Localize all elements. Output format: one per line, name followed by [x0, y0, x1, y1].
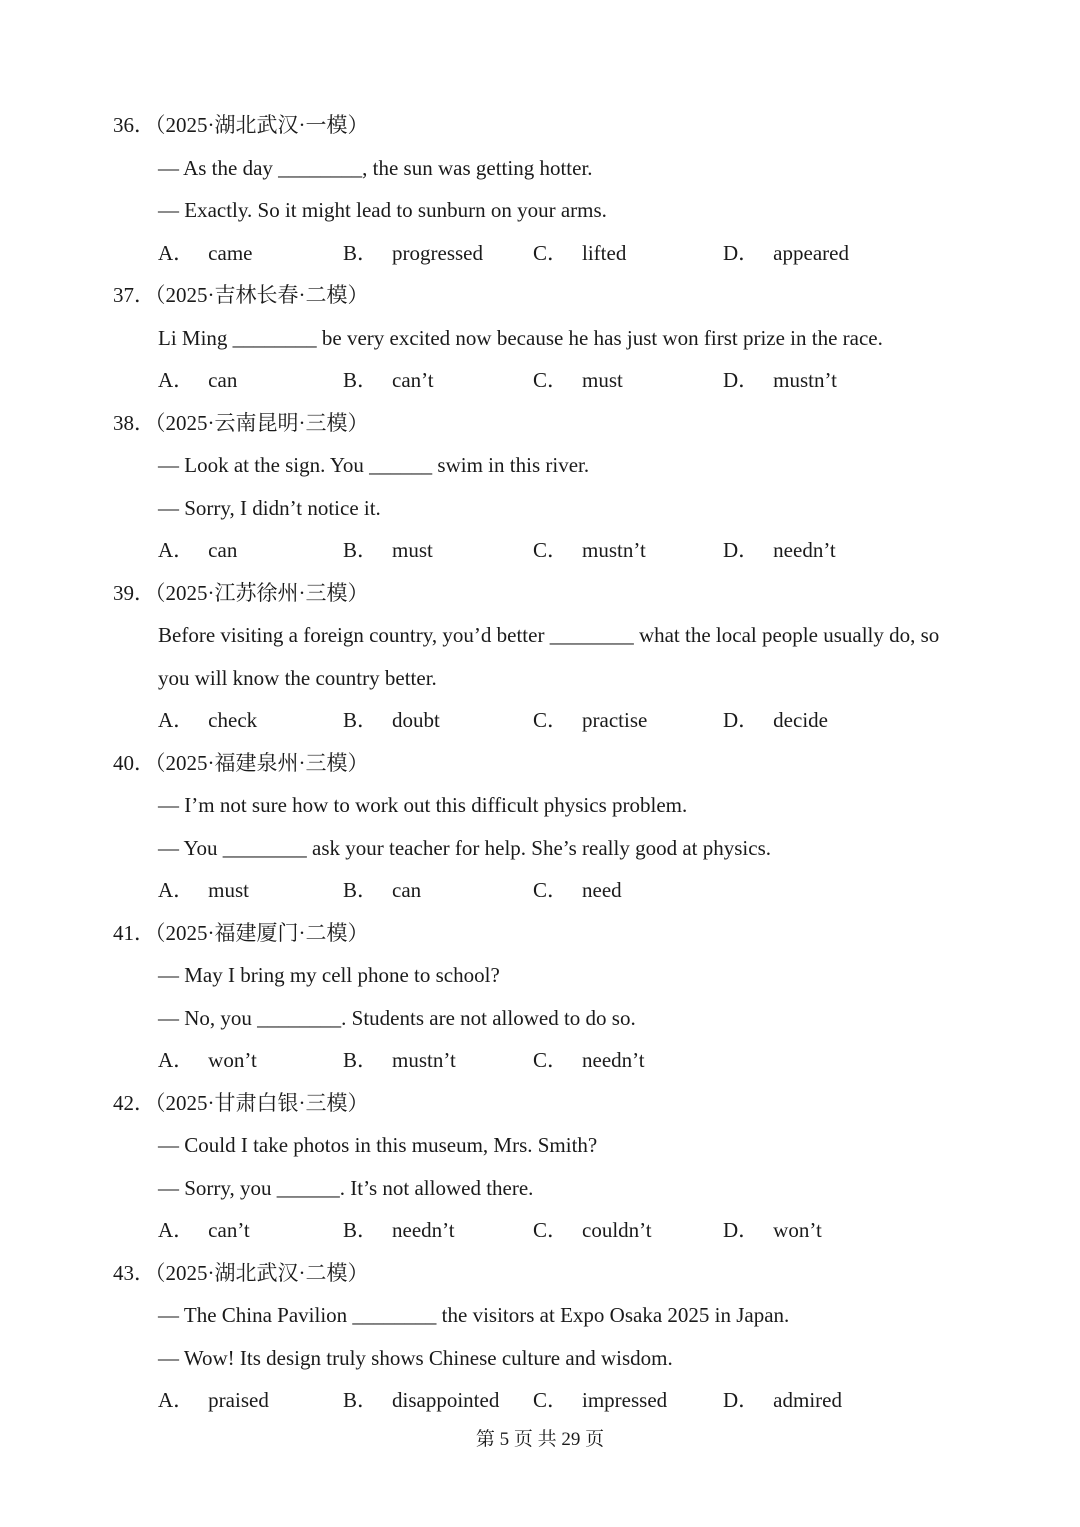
option-text: couldn’t — [582, 1218, 652, 1242]
option-text: must — [392, 538, 433, 562]
option-letter: C． — [533, 538, 569, 562]
option-text: check — [208, 708, 258, 732]
option-text: can — [208, 538, 238, 562]
question-text-line: — As the day ________, the sun was getting hotter. — [158, 155, 593, 180]
answer-option — [343, 238, 483, 268]
question-text-line: — Could I take photos in this museum, Mrs. Smith? — [158, 1133, 598, 1157]
question-text-line: Before visiting a foreign country, you’d better ________ what the local people usually do, so — [158, 623, 940, 647]
question-heading — [113, 280, 369, 310]
option-text: disappointed — [392, 1388, 500, 1412]
option-text: admired — [773, 1388, 842, 1412]
question-text-line: — I’m not sure how to work out this difficult physics problem. — [158, 793, 688, 817]
option-letter: C． — [533, 708, 569, 732]
option-letter: A． — [158, 878, 195, 902]
option-letter: C． — [533, 1218, 569, 1242]
option-text: mustn’t — [392, 1048, 456, 1072]
answer-option — [723, 365, 837, 395]
question-number: 42． — [113, 1090, 155, 1115]
option-text: mustn’t — [582, 538, 646, 562]
option-text: won’t — [773, 1218, 822, 1242]
question-source: （2025·云南昆明·三模） — [155, 410, 369, 435]
question-number: 40． — [113, 750, 155, 775]
option-text: won’t — [208, 1048, 257, 1072]
option-text: decide — [773, 708, 828, 732]
option-text: doubt — [392, 708, 440, 732]
answer-option — [533, 365, 623, 395]
question-number: 43． — [113, 1260, 155, 1285]
question-text-line: Li Ming ________ be very excited now because he has just won first prize in the race. — [158, 325, 883, 350]
option-letter: D． — [723, 240, 760, 265]
answer-option — [533, 705, 647, 735]
option-letter: D． — [723, 368, 760, 392]
option-letter: A． — [158, 1388, 195, 1412]
option-text: needn’t — [582, 1048, 645, 1072]
question-source: （2025·甘肃白银·三模） — [155, 1090, 369, 1115]
option-letter: A． — [158, 1048, 195, 1072]
option-text: mustn’t — [773, 368, 837, 392]
question-text-line: you will know the country better. — [158, 665, 437, 690]
question-heading — [113, 110, 369, 140]
option-letter: A． — [158, 1218, 195, 1242]
option-text: praised — [208, 1388, 269, 1412]
option-text: can — [392, 878, 422, 902]
answer-option — [158, 1385, 269, 1415]
option-text: needn’t — [773, 538, 836, 562]
option-text: can — [208, 368, 238, 392]
option-letter: C． — [533, 368, 569, 392]
question-text-line: — Look at the sign. You ______ swim in this river. — [158, 453, 590, 477]
option-letter: C． — [533, 240, 569, 265]
question-number: 41． — [113, 920, 155, 945]
question-source: （2025·福建泉州·三模） — [155, 750, 369, 775]
option-letter: B． — [343, 878, 379, 902]
answer-option — [158, 875, 249, 905]
option-letter: B． — [343, 708, 379, 732]
option-letter: B． — [343, 240, 379, 265]
option-text: can’t — [392, 368, 434, 392]
question-source: （2025·福建厦门·二模） — [155, 920, 369, 945]
question-text-line: — Wow! Its design truly shows Chinese culture and wisdom. — [158, 1345, 673, 1370]
question-heading — [113, 578, 369, 608]
answer-option — [723, 1385, 842, 1415]
question-text-line: — You ________ ask your teacher for help. She’s really good at physics. — [158, 835, 771, 860]
question-source: （2025·江苏徐州·三模） — [155, 580, 369, 605]
option-letter: C． — [533, 878, 569, 902]
option-text: needn’t — [392, 1218, 455, 1242]
question-source: （2025·吉林长春·二模） — [155, 283, 369, 307]
question-heading — [113, 1258, 369, 1288]
option-letter: C． — [533, 1388, 569, 1412]
question-number: 37． — [113, 283, 155, 307]
question-text-line: — The China Pavilion ________ the visitors at Expo Osaka 2025 in Japan. — [158, 1303, 790, 1327]
option-text: must — [582, 368, 623, 392]
answer-option — [533, 238, 626, 268]
answer-option — [343, 365, 434, 395]
question-heading — [113, 748, 369, 778]
option-text: must — [208, 878, 250, 902]
option-letter: B． — [343, 538, 379, 562]
question-heading — [113, 408, 369, 438]
answer-option — [723, 535, 836, 565]
option-text: appeared — [773, 240, 849, 265]
question-text-line: — No, you ________. Students are not allowed to do so. — [158, 1005, 636, 1030]
option-letter: C． — [533, 1048, 569, 1072]
option-text: need — [582, 878, 622, 902]
question-source: （2025·湖北武汉·二模） — [155, 1260, 369, 1285]
option-text: progressed — [392, 240, 483, 265]
answer-option — [158, 705, 257, 735]
option-text: came — [208, 240, 253, 265]
question-number: 38． — [113, 410, 155, 435]
answer-option — [723, 1215, 822, 1245]
option-text: can’t — [208, 1218, 250, 1242]
answer-option — [158, 365, 237, 395]
option-letter: B． — [343, 1388, 379, 1412]
answer-option — [343, 705, 440, 735]
answer-option — [533, 1045, 645, 1075]
question-number: 36． — [113, 113, 155, 137]
question-text-line: — May I bring my cell phone to school? — [158, 963, 500, 987]
option-letter: B． — [343, 368, 379, 392]
option-text: impressed — [582, 1388, 668, 1412]
option-letter: D． — [723, 1218, 760, 1242]
answer-option — [343, 875, 421, 905]
option-letter: B． — [343, 1048, 379, 1072]
option-letter: A． — [158, 240, 195, 265]
answer-option — [158, 1215, 250, 1245]
answer-option — [343, 1215, 455, 1245]
answer-option — [158, 238, 252, 268]
option-letter: D． — [723, 1388, 760, 1412]
answer-option — [723, 705, 828, 735]
answer-option — [533, 1385, 667, 1415]
option-letter: A． — [158, 708, 195, 732]
option-letter: A． — [158, 368, 195, 392]
answer-option — [343, 1045, 456, 1075]
answer-option — [533, 875, 622, 905]
option-letter: D． — [723, 708, 760, 732]
option-text: practise — [582, 708, 648, 732]
answer-option — [533, 1215, 652, 1245]
option-letter: A． — [158, 538, 195, 562]
option-letter: D． — [723, 538, 760, 562]
question-number: 39． — [113, 580, 155, 605]
answer-option — [533, 535, 646, 565]
answer-option — [343, 535, 433, 565]
answer-option — [158, 1045, 257, 1075]
option-letter: B． — [343, 1218, 379, 1242]
question-heading — [113, 1088, 369, 1118]
question-heading — [113, 918, 369, 948]
answer-option — [343, 1385, 499, 1415]
question-text-line: — Sorry, you ______. It’s not allowed there. — [158, 1175, 534, 1200]
answer-option — [158, 535, 237, 565]
question-text-line: — Exactly. So it might lead to sunburn on your arms. — [158, 198, 607, 222]
page-footer: 第 5 页 共 29 页 — [475, 1429, 605, 1450]
question-text-line: — Sorry, I didn’t notice it. — [158, 495, 381, 520]
question-source: （2025·湖北武汉·一模） — [155, 113, 369, 137]
answer-option — [723, 238, 849, 268]
option-text: lifted — [582, 240, 627, 265]
